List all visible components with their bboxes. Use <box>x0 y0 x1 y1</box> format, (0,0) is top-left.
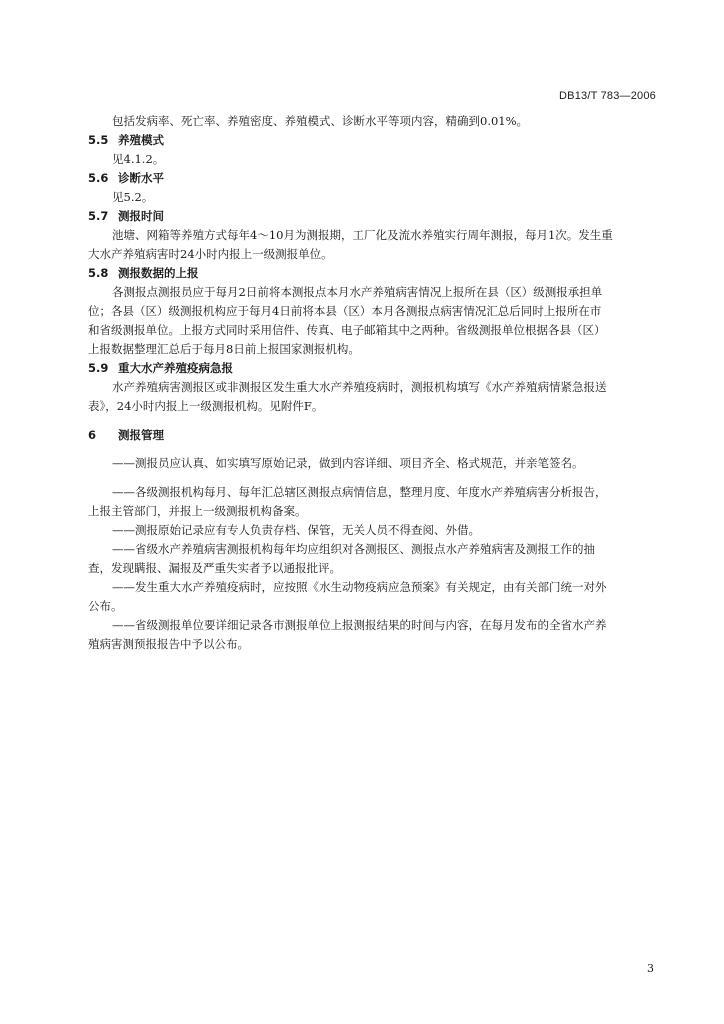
section-6-heading <box>88 426 660 445</box>
document-body <box>88 112 660 654</box>
section-number: 5.8 <box>88 266 109 280</box>
intro-line: 包括发病率、死亡率、养殖密度、养殖模式、诊断水平等项内容，精确到0.01%。 <box>112 114 529 128</box>
paragraph-line: 表》，24小时内报上一级测报机构。见附件F。 <box>88 399 324 413</box>
section-5-8-heading <box>88 264 660 283</box>
section-title: 重大水产养殖疫病急报 <box>118 361 233 375</box>
section-title: 测报管理 <box>118 428 164 442</box>
section-number: 5.7 <box>88 209 109 223</box>
list-item: ——测报原始记录应有专人负责存档、保管，无关人员不得查阅、外借。 <box>112 523 480 537</box>
list-item-continuation: 上报主管部门，并报上一级测报机构备案。 <box>88 504 307 518</box>
standard-code: DB13/T 783—2006 <box>559 90 656 102</box>
paragraph-line: 池塘、网箱等养殖方式每年4～10月为测报期，工厂化及流水养殖实行周年测报，每月1次。发生重 <box>112 228 613 242</box>
section-5-6-text: 见5.2。 <box>112 190 154 204</box>
list-item-continuation: 查，发现瞒报、漏报及严重失实者予以通报批评。 <box>88 561 341 575</box>
list-item-continuation: 公布。 <box>88 599 123 613</box>
list-item: ——省级水产养殖病害测报机构每年均应组织对各测报区、测报点水产养殖病害及测报工作的抽 <box>112 542 595 556</box>
section-number: 5.6 <box>88 171 109 185</box>
section-number: 5.5 <box>88 133 109 147</box>
list-item: ——发生重大水产养殖疫病时，应按照《水生动物疫病应急预案》有关规定，由有关部门统一对外 <box>112 580 607 594</box>
section-5-7-heading <box>88 207 660 226</box>
list-item: ——省级测报单位要详细记录各市测报单位上报测报结果的时间与内容，在每月发布的全省水产养 <box>112 618 607 632</box>
list-item: ——测报员应认真、如实填写原始记录，做到内容详细、项目齐全、格式规范，并亲笔签名。 <box>112 456 584 470</box>
paragraph-line: 位；各县（区）级测报机构应于每月4日前将本县（区）本月各测报点病害情况汇总后同时上报所在市 <box>88 304 602 318</box>
section-5-6-heading <box>88 169 660 188</box>
section-title: 诊断水平 <box>118 171 164 185</box>
section-number: 5.9 <box>88 361 109 375</box>
paragraph-line: 大水产养殖病害时24小时内报上一级测报单位。 <box>88 247 333 261</box>
section-title: 测报数据的上报 <box>118 266 199 280</box>
section-number: 6 <box>88 428 97 442</box>
section-5-9-heading <box>88 359 660 378</box>
section-title: 测报时间 <box>118 209 164 223</box>
list-item-continuation: 殖病害测预报报告中予以公布。 <box>88 637 249 651</box>
section-title: 养殖模式 <box>118 133 164 147</box>
section-5-5-text: 见4.1.2。 <box>112 152 165 166</box>
paragraph-line: 上报数据整理汇总后于每月8日前上报国家测报机构。 <box>88 342 360 356</box>
list-item: ——各级测报机构每月、每年汇总辖区测报点病情信息，整理月度、年度水产养殖病害分析报告， <box>112 485 607 499</box>
paragraph-line: 和省级测报单位。上报方式同时采用信件、传真、电子邮箱其中之两种。省级测报单位根据各县（区） <box>88 323 606 337</box>
paragraph-line: 水产养殖病害测报区或非测报区发生重大水产养殖疫病时，测报机构填写《水产养殖病情紧急报送 <box>112 380 607 394</box>
paragraph-line: 各测报点测报员应于每月2日前将本测报点本月水产养殖病害情况上报所在县（区）级测报承担单 <box>112 285 603 299</box>
section-5-5-heading <box>88 131 660 150</box>
page-number: 3 <box>647 962 654 975</box>
